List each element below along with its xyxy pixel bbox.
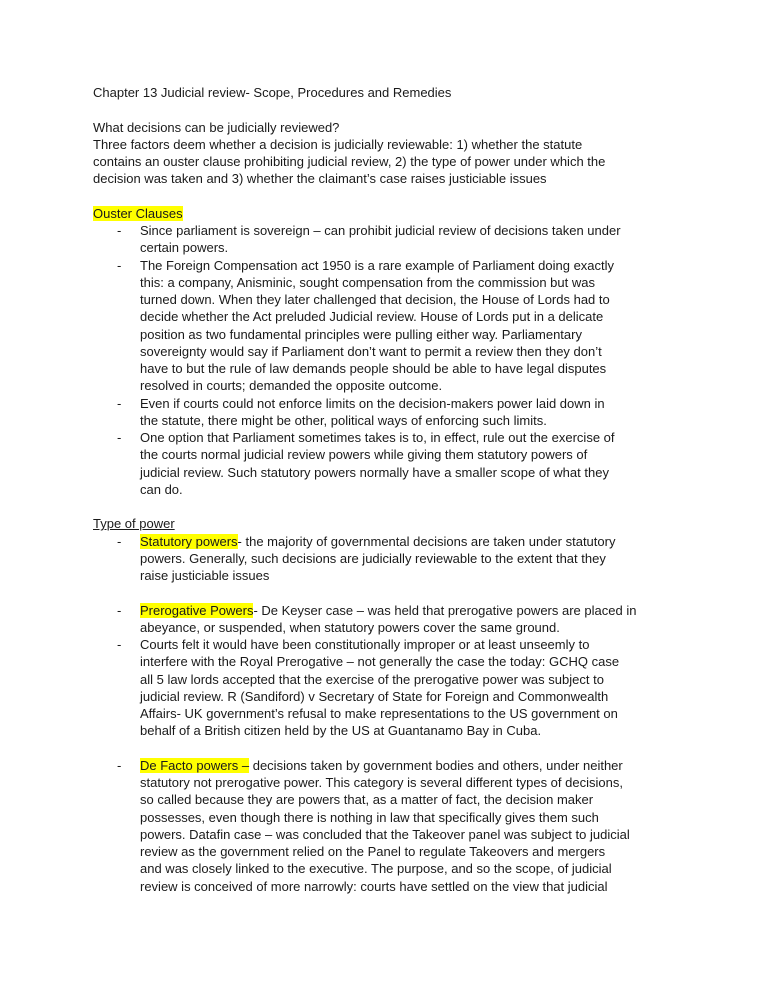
- bullet-item: [93, 395, 693, 430]
- bullet-item: [93, 429, 693, 498]
- bullet-text: interfere with the Royal Prerogative – not generally the case the today: GCHQ case: [140, 654, 620, 670]
- bullet-text: review is conceived of more narrowly: courts have settled on the view that judicial: [140, 878, 608, 894]
- intro-line: decision was taken and 3) whether the claimant’s case raises justiciable issues: [93, 171, 547, 187]
- bullet-dash: -: [117, 257, 122, 273]
- bullet-text: Affairs- UK government’s refusal to make representations to the US government on: [140, 706, 618, 721]
- bullet-dash: -: [117, 395, 122, 411]
- blank-line: [93, 740, 693, 757]
- de-facto-powers-label: De Facto powers –: [140, 757, 250, 773]
- bullet-dash: -: [117, 602, 122, 618]
- bullet-text: abeyance, or suspended, when statutory powers cover the same ground.: [140, 619, 560, 635]
- bullet-text: have to but the rule of law demands people should be able to have legal disputes: [140, 361, 607, 376]
- bullet-text: decide whether the Act preluded Judicial review. House of Lords put in a delicate: [140, 309, 604, 325]
- bullet-text: the courts normal judicial review powers while giving them statutory powers of: [140, 447, 588, 463]
- bullet-text: sovereignty would say if Parliament don’t want to permit a review then they don’t: [140, 343, 602, 359]
- bullet-dash: -: [117, 223, 122, 238]
- bullet-text: Since parliament is sovereign – can prohibit judicial review of decisions taken under: [140, 223, 621, 238]
- blank-line: [93, 188, 693, 205]
- blank-line: [93, 584, 693, 601]
- ouster-clauses-heading: Ouster Clauses: [93, 205, 183, 221]
- bullet-text: Courts felt it would have been constitutionally improper or at least unseemly to: [140, 637, 590, 652]
- bullet-text: powers. Generally, such decisions are judicially reviewable to the extent that they: [140, 550, 606, 566]
- bullet-item: [93, 257, 693, 395]
- bullet-dash: -: [117, 430, 122, 445]
- bullet-text: Even if courts could not enforce limits on the decision-makers power laid down in: [140, 395, 605, 411]
- bullet-text: the statute, there might be other, political ways of enforcing such limits.: [140, 412, 547, 428]
- blank-line: [93, 101, 693, 118]
- type-of-power-heading: Type of power: [93, 516, 175, 532]
- bullet-item: [93, 222, 693, 257]
- bullet-text: review as the government relied on the Panel to regulate Takeovers and mergers: [140, 844, 606, 859]
- bullet-text: powers. Datafin case – was concluded that the Takeover panel was subject to judicial: [140, 826, 630, 842]
- bullet-text: all 5 law lords accepted that the exercise of the prerogative power was subject to: [140, 671, 604, 687]
- bullet-text: The Foreign Compensation act 1950 is a rare example of Parliament doing exactly: [140, 257, 615, 273]
- bullet-text: judicial review. Such statutory powers normally have a smaller scope of what they: [140, 464, 609, 480]
- bullet-text: turned down. When they later challenged that decision, the House of Lords had to: [140, 292, 610, 307]
- statutory-powers-label: Statutory powers: [140, 533, 238, 549]
- bullet-text: One option that Parliament sometimes takes is to, in effect, rule out the exercise of: [140, 430, 615, 445]
- bullet-text: - De Keyser case – was held that prerogative powers are placed in: [253, 602, 637, 618]
- prerogative-powers-label: Prerogative Powers: [140, 602, 254, 618]
- bullet-dash: -: [117, 637, 122, 652]
- bullet-item-de-facto: [93, 757, 693, 895]
- bullet-text: so called because they are powers that, as a matter of fact, the decision maker: [140, 792, 594, 808]
- bullet-item-prerogative: [93, 602, 693, 637]
- bullet-text: raise justiciable issues: [140, 568, 270, 583]
- bullet-text: possesses, even though there is nothing in law that specifically gives them such: [140, 809, 599, 825]
- bullet-text: - the majority of governmental decisions are taken under statutory: [237, 533, 616, 549]
- bullet-text: statutory not prerogative power. This category is several different types of decisions,: [140, 775, 623, 790]
- document-page: [93, 84, 693, 895]
- bullet-text: position as two fundamental principles were pulling either way. Parliamentary: [140, 326, 582, 342]
- bullet-text: can do.: [140, 481, 183, 497]
- bullet-text: and was closely linked to the executive. The purpose, and so the scope, of judicial: [140, 861, 612, 877]
- bullet-text: behalf of a British citizen held by the US at Guantanamo Bay in Cuba.: [140, 723, 542, 739]
- bullet-text: decisions taken by government bodies and others, under neither: [249, 757, 623, 773]
- bullet-item-courts: [93, 636, 693, 740]
- intro-line: contains an ouster clause prohibiting judicial review, 2) the type of power under which the: [93, 154, 606, 169]
- document-title: Chapter 13 Judicial review- Scope, Procedures and Remedies: [93, 85, 452, 100]
- bullet-text: resolved in courts; demanded the opposite outcome.: [140, 378, 443, 394]
- intro-question: What decisions can be judicially reviewed?: [93, 119, 340, 135]
- bullet-dash: -: [117, 757, 122, 773]
- bullet-dash: -: [117, 533, 122, 549]
- bullet-text: certain powers.: [140, 240, 229, 256]
- bullet-text: this: a company, Anisminic, sought compensation from the commission but was: [140, 274, 595, 290]
- bullet-item-statutory: [93, 533, 693, 585]
- blank-line: [93, 498, 693, 515]
- intro-line: Three factors deem whether a decision is judicially reviewable: 1) whether the statute: [93, 136, 583, 152]
- bullet-text: judicial review. R (Sandiford) v Secretary of State for Foreign and Commonwealth: [140, 688, 609, 704]
